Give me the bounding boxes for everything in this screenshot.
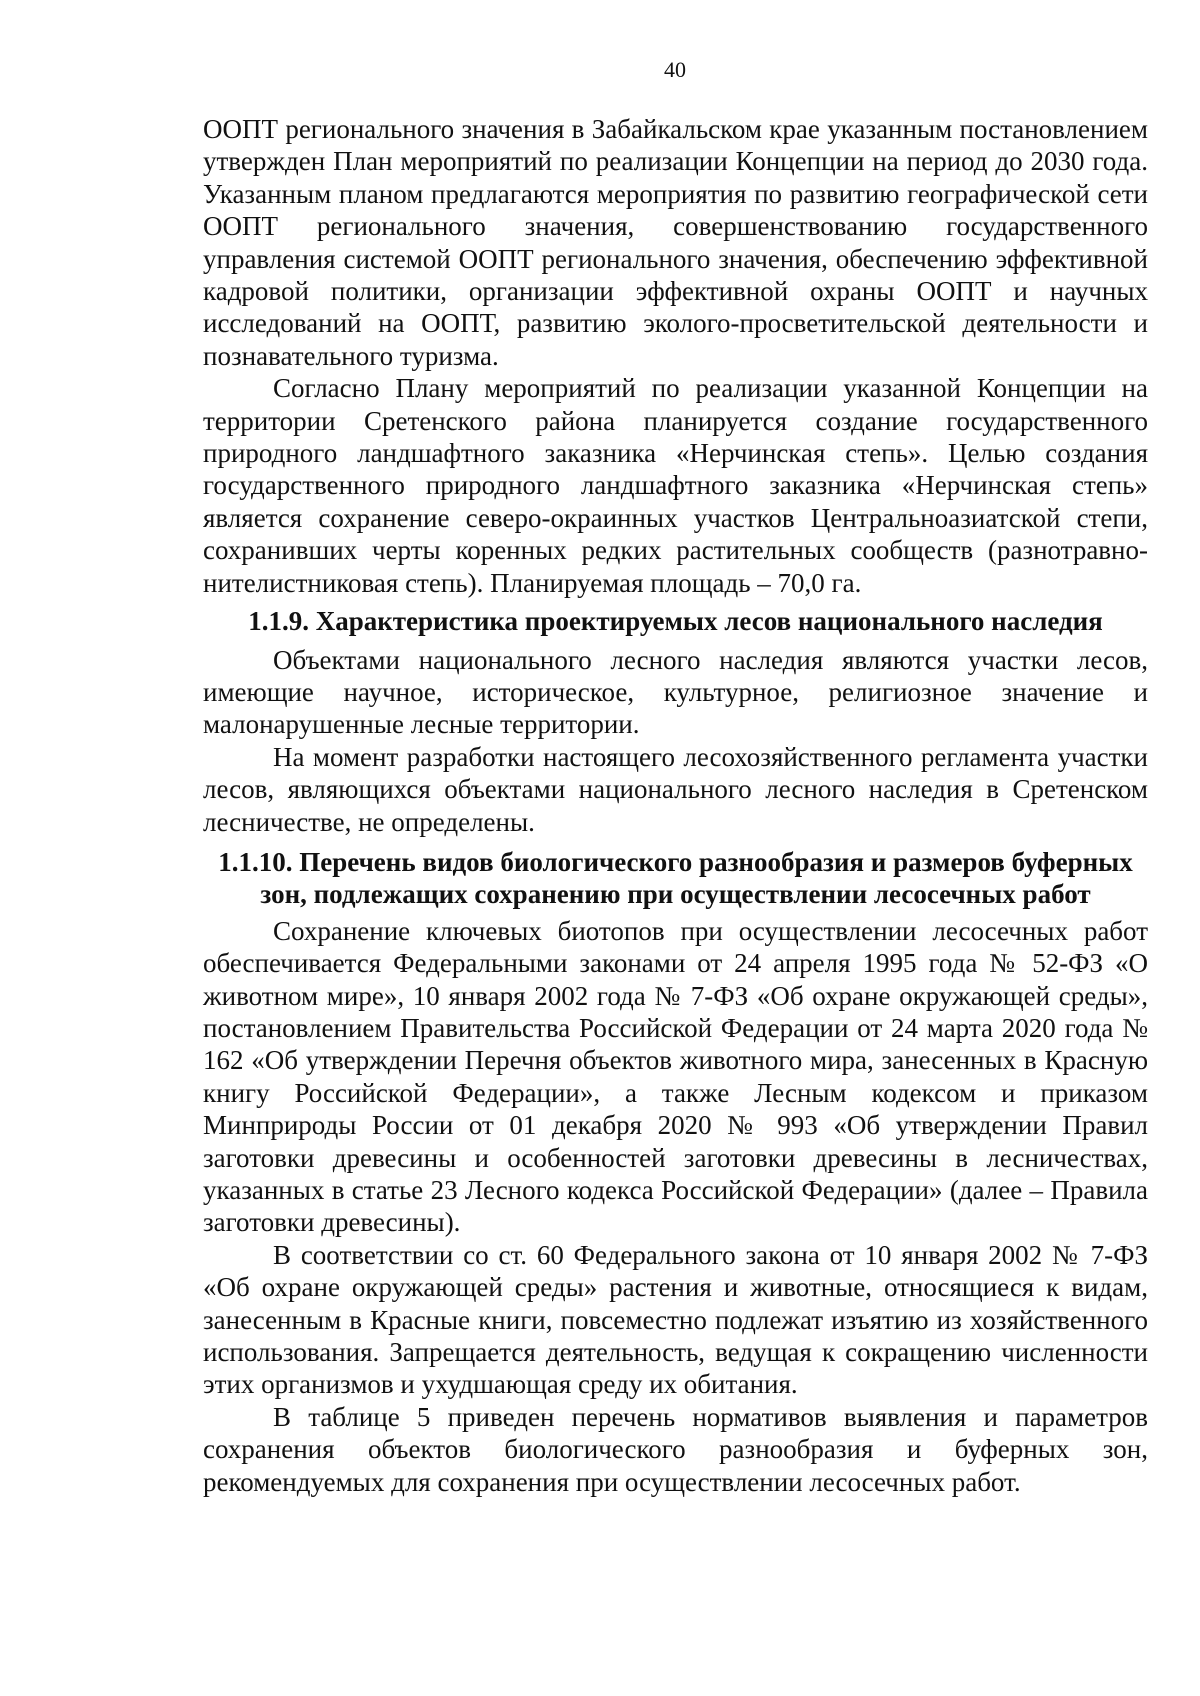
section-heading-1-1-9: 1.1.9. Характеристика проектируемых лесов национального наследия: [248, 606, 1103, 637]
paragraph-intro-1: ООПТ регионального значения в Забайкальском крае указанным постановлением утвержден План мероприятий по реализации Концепции на период до 2030 года. Указанным планом предлагаются мероприятия по развитию географической сети ООПТ регионального значения, совершенствованию государственного управления системой ООПТ регионального значения, обеспечению эффективной кадровой политики, организации эффективной охраны ООПТ и научных исследований на ООПТ, развитию эколого-просветительской деятельности и познавательного туризма.: [203, 114, 1148, 371]
paragraph-1-1-9-2: На момент разработки настоящего лесохозяйственного регламента участки лесов, являющихся объектами национального лесного наследия в Сретенском лесничестве, не определены.: [203, 741, 1148, 837]
page-body: [203, 113, 1148, 1498]
section-heading-1-1-10: 1.1.10. Перечень видов биологического разнообразия и размеров буферных зон, подлежащих сохранению при осуществлении лесосечных работ: [218, 846, 1133, 910]
page-number: 40: [664, 57, 686, 82]
paragraph-1-1-10-2: В соответствии со ст. 60 Федерального закона от 10 января 2002 № 7-ФЗ «Об охране окружающей среды» растения и животные, относящиеся к видам, занесенным в Красные книги, повсеместно подлежат изъятию из хозяйственного использования. Запрещается деятельность, ведущая к сокращению численности этих организмов и ухудшающая среду их обитания.: [203, 1239, 1148, 1400]
paragraph-1-1-9-1: Объектами национального лесного наследия являются участки лесов, имеющие научное, историческое, культурное, религиозное значение и малонарушенные лесные территории.: [203, 644, 1148, 740]
paragraph-1-1-10-1: Сохранение ключевых биотопов при осуществлении лесосечных работ обеспечивается Федеральными законами от 24 апреля 1995 года № 52-ФЗ «О животном мире», 10 января 2002 года № 7-ФЗ «Об охране окружающей среды», постановлением Правительства Российской Федерации от 24 марта 2020 года № 162 «Об утверждении Перечня объектов животного мира, занесенных в Красную книгу Российской Федерации», а также Лесным кодексом и приказом Минприроды России от 01 декабря 2020 № 993 «Об утверждении Правил заготовки древесины и особенностей заготовки древесины в лесничествах, указанных в статье 23 Лесного кодекса Российской Федерации» (далее – Правила заготовки древесины).: [203, 915, 1148, 1238]
paragraph-intro-2: Согласно Плану мероприятий по реализации указанной Концепции на территории Сретенского района планируется создание государственного природного ландшафтного заказника «Нерчинская степь». Целью создания государственного природного ландшафтного заказника «Нерчинская степь» является сохранение северо-окраинных участков Центральноазиатской степи, сохранивших черты коренных редких растительных сообществ (разнотравно-нителистниковая степь). Планируемая площадь – 70,0 га.: [203, 373, 1148, 598]
paragraph-1-1-10-3: В таблице 5 приведен перечень нормативов выявления и параметров сохранения объектов биологического разнообразия и буферных зон, рекомендуемых для сохранения при осуществлении лесосечных работ.: [203, 1401, 1148, 1497]
